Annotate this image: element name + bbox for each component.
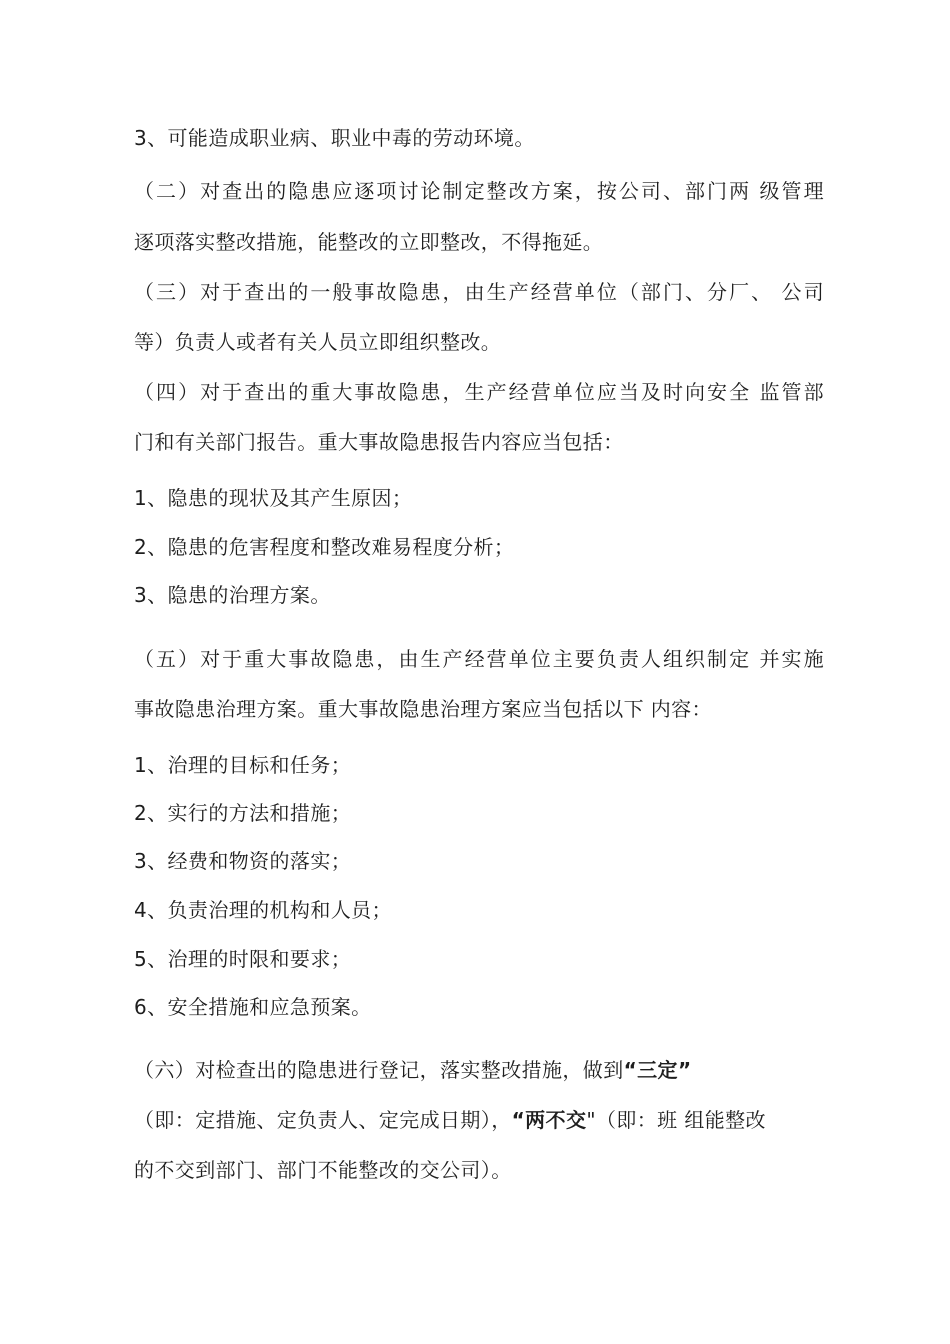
paragraph-5-line-1: （五）对于重大事故隐患，由生产经营单位主要负责人组织制定 并实施 (134, 647, 824, 671)
plan-item: 2、实行的方法和措施； (134, 801, 352, 825)
plan-item: 5、治理的时限和要求； (134, 947, 352, 971)
plan-item: 1、治理的目标和任务； (134, 753, 352, 777)
paragraph-6-text: "（即：班 组能整改 (586, 1108, 766, 1132)
three-fixed-term: “三定” (623, 1058, 692, 1082)
paragraph-3-line-2: 等）负责人或者有关人员立即组织整改。 (134, 330, 502, 354)
paragraph-4-line-2: 门和有关部门报告。重大事故隐患报告内容应当包括： (134, 430, 624, 454)
report-item: 2、隐患的危害程度和整改难易程度分析； (134, 535, 515, 559)
plan-item: 4、负责治理的机构和人员； (134, 898, 392, 922)
plan-item: 6、安全措施和应急预案。 (134, 995, 372, 1019)
two-not-hand-over-term: “两不交 (511, 1108, 587, 1132)
paragraph-6-line-2 (134, 1107, 824, 1133)
plan-item: 3、经费和物资的落实； (134, 849, 352, 873)
paragraph-5-line-2: 事故隐患治理方案。重大事故隐患治理方案应当包括以下 内容： (134, 697, 712, 721)
paragraph-2-line-2: 逐项落实整改措施，能整改的立即整改，不得拖延。 (134, 230, 604, 254)
report-item: 3、隐患的治理方案。 (134, 583, 331, 607)
paragraph-2-line-1: （二）对查出的隐患应逐项讨论制定整改方案，按公司、部门两 级管理 (134, 179, 824, 203)
paragraph-6-text: （六）对检查出的隐患进行登记，落实整改措施，做到 (134, 1058, 624, 1082)
paragraph-6-line-3: 的不交到部门、部门不能整改的交公司）。 (134, 1158, 512, 1182)
item-occupational-environment: 3、可能造成职业病、职业中毒的劳动环境。 (134, 126, 535, 150)
paragraph-6-text: （即：定措施、定负责人、定完成日期）， (134, 1108, 512, 1132)
paragraph-4-line-1: （四）对于查出的重大事故隐患，生产经营单位应当及时向安全 监管部 (134, 380, 824, 404)
report-item: 1、隐患的现状及其产生原因； (134, 486, 413, 510)
paragraph-6-line-1 (134, 1057, 824, 1083)
paragraph-3-line-1: （三）对于查出的一般事故隐患，由生产经营单位（部门、分厂、 公司 (134, 280, 824, 304)
